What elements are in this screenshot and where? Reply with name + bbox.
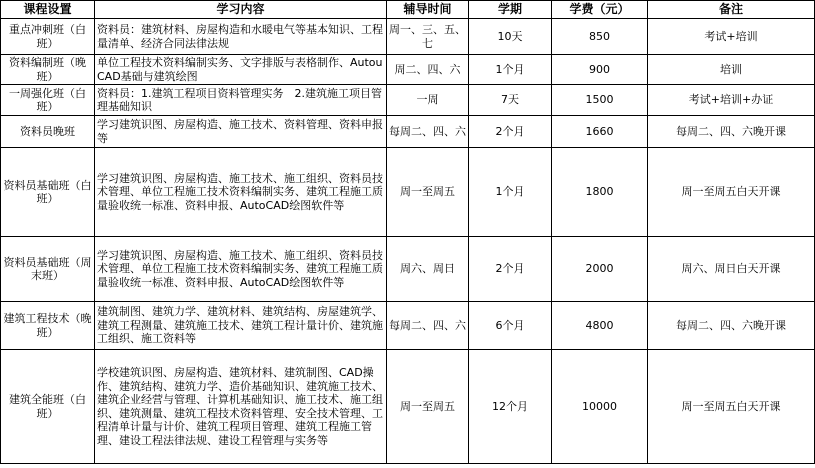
table-row (1, 19, 815, 55)
course-note: 考试+培训+办证 (648, 85, 815, 116)
header-term: 学期 (469, 1, 552, 19)
course-content: 学习建筑识图、房屋构造、施工技术、资料管理、资料申报等 (95, 116, 387, 148)
table-row (1, 148, 815, 237)
header-time: 辅导时间 (387, 1, 469, 19)
course-name: 建筑工程技术（晚班） (1, 302, 95, 350)
course-content: 学校建筑识图、房屋构造、建筑材料、建筑制图、CAD操作、建筑结构、建筑力学、造价基础知识、建筑施工技术、建筑企业经营与管理、计算机基础知识、施工技术、施工组织、建筑测量、建筑工程技术资料管理、安全技术管理、工程清单计量与计价、建筑工程项目管理、建筑工程施工管理、建设工程法律法规、建设工程管理与实务等 (95, 350, 387, 464)
course-note: 培训 (648, 55, 815, 85)
course-time: 每周二、四、六 (387, 302, 469, 350)
course-time: 一周 (387, 85, 469, 116)
header-fee: 学费（元） (552, 1, 648, 19)
table-row (1, 85, 815, 116)
course-content: 资料员：建筑材料、房屋构造和水暖电气等基本知识、工程量清单、经济合同法律法规 (95, 19, 387, 55)
course-term: 2个月 (469, 116, 552, 148)
course-content: 建筑制图、建筑力学、建筑材料、建筑结构、房屋建筑学、建筑工程测量、建筑施工技术、建筑工程计量计价、建筑施工组织、施工资料等 (95, 302, 387, 350)
course-name: 资料编制班（晚班） (1, 55, 95, 85)
course-note: 考试+培训 (648, 19, 815, 55)
course-fee: 900 (552, 55, 648, 85)
table-row (1, 116, 815, 148)
course-time: 周一至周五 (387, 148, 469, 237)
table-row (1, 55, 815, 85)
course-term: 1个月 (469, 148, 552, 237)
course-note: 周六、周日白天开课 (648, 237, 815, 302)
course-time: 每周二、四、六 (387, 116, 469, 148)
course-name: 重点冲刺班（白班） (1, 19, 95, 55)
course-term: 2个月 (469, 237, 552, 302)
course-time: 周一至周五 (387, 350, 469, 464)
table-row (1, 350, 815, 464)
course-fee: 10000 (552, 350, 648, 464)
course-term: 12个月 (469, 350, 552, 464)
course-fee: 1800 (552, 148, 648, 237)
course-fee: 4800 (552, 302, 648, 350)
course-term: 1个月 (469, 55, 552, 85)
course-name: 资料员晚班 (1, 116, 95, 148)
course-note: 每周二、四、六晚开课 (648, 116, 815, 148)
course-time: 周二、四、六 (387, 55, 469, 85)
header-content: 学习内容 (95, 1, 387, 19)
course-name: 一周强化班（白班） (1, 85, 95, 116)
table-header-row (1, 1, 815, 19)
course-fee: 1660 (552, 116, 648, 148)
course-content: 学习建筑识图、房屋构造、施工技术、施工组织、资料员技术管理、单位工程施工技术资料编制实务、建筑工程施工质量验收统一标准、资料申报、AutoCAD绘图软件等 (95, 148, 387, 237)
course-term: 10天 (469, 19, 552, 55)
course-content: 学习建筑识图、房屋构造、施工技术、施工组织、资料员技术管理、单位工程施工技术资料编制实务、建筑工程施工质量验收统一标准、资料申报、AutoCAD绘图软件等 (95, 237, 387, 302)
course-term: 7天 (469, 85, 552, 116)
course-note: 周一至周五白天开课 (648, 350, 815, 464)
course-content: 单位工程技术资料编制实务、文字排版与表格制作、AutouCAD基础与建筑绘图 (95, 55, 387, 85)
course-fee: 850 (552, 19, 648, 55)
table-row (1, 302, 815, 350)
course-note: 每周二、四、六晚开课 (648, 302, 815, 350)
course-content: 资料员：1.建筑工程项目资料管理实务 2.建筑施工项目管理基础知识 (95, 85, 387, 116)
course-name: 建筑全能班（白班） (1, 350, 95, 464)
course-time: 周六、周日 (387, 237, 469, 302)
course-name: 资料员基础班（周末班） (1, 237, 95, 302)
course-name: 资料员基础班（白班） (1, 148, 95, 237)
header-course: 课程设置 (1, 1, 95, 19)
header-note: 备注 (648, 1, 815, 19)
course-term: 6个月 (469, 302, 552, 350)
table-row (1, 237, 815, 302)
course-fee: 2000 (552, 237, 648, 302)
course-note: 周一至周五白天开课 (648, 148, 815, 237)
course-fee: 1500 (552, 85, 648, 116)
course-time: 周一、三、五、七 (387, 19, 469, 55)
